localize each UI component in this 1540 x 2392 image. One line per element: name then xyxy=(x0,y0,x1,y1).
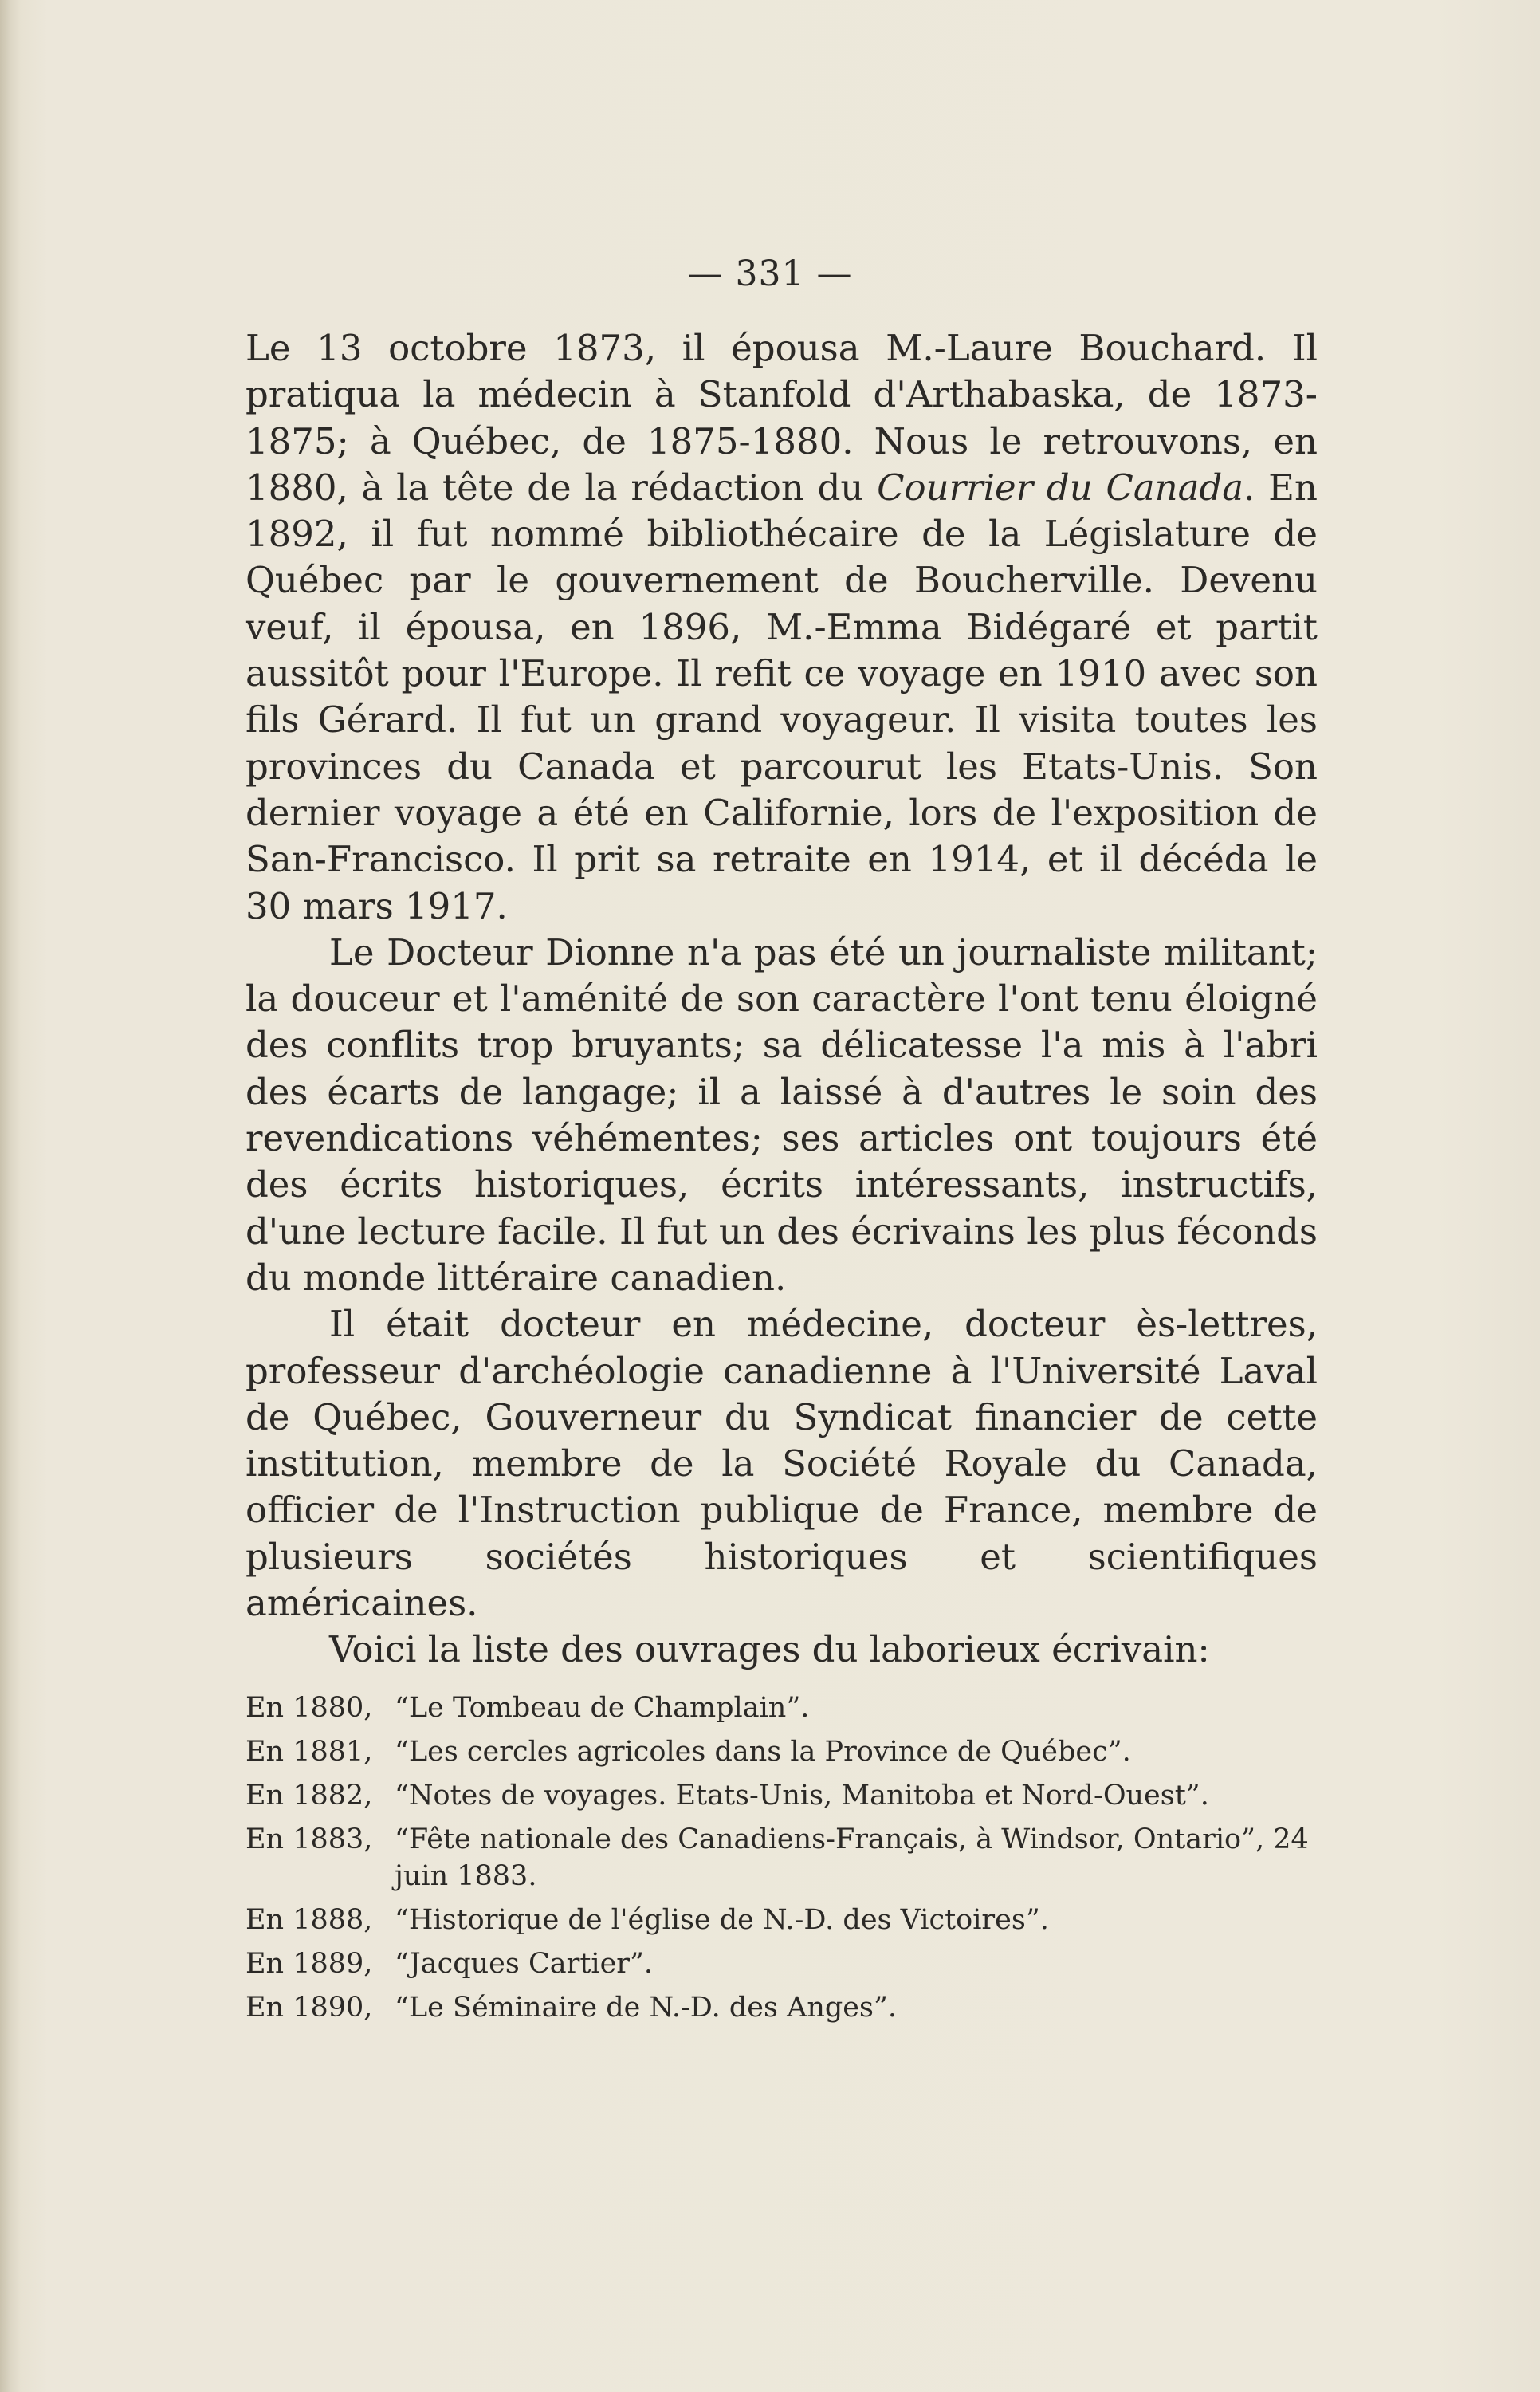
work-year: En 1890, xyxy=(246,1991,373,2024)
page-number: — 331 — xyxy=(687,254,853,294)
list-item xyxy=(246,1690,1318,1726)
work-year: En 1883, xyxy=(246,1823,373,1855)
list-item xyxy=(246,1821,1318,1894)
work-year: En 1880, xyxy=(246,1691,373,1724)
work-title: “Le Tombeau de Champlain”. xyxy=(395,1691,810,1724)
work-year: En 1881, xyxy=(246,1735,373,1768)
biography-text-start: Le 13 octobre 1873, il épousa M.-Laure Bouchard. Il pratiqua la médecin à Stanfold d'Arthabaska, de 1873-1875; à Québec, de 1875-1880. Nous le retrouvons, en 1880, à la tête de la rédaction du xyxy=(246,327,1318,509)
work-year: En 1882, xyxy=(246,1779,373,1812)
work-title: “Notes de voyages. Etats-Unis, Manitoba et Nord-Ouest”. xyxy=(395,1779,1209,1812)
list-item xyxy=(246,1989,1318,2026)
paragraph-list-intro: Voici la liste des ouvrages du laborieux écrivain: xyxy=(329,1628,1210,1671)
paragraph-biography xyxy=(246,325,1318,930)
work-title: “Fête nationale des Canadiens-Français, à Windsor, Ontario”, 24 juin 1883. xyxy=(395,1823,1309,1892)
work-year: En 1889, xyxy=(246,1947,373,1980)
works-list xyxy=(246,1690,1318,2026)
page-binding-edge xyxy=(0,0,21,2392)
biography-text-end: . En 1892, il fut nommé bibliothécaire de la Législature de Québec par le gouvernement de Boucherville. Devenu veuf, il épousa, en 1896, M.-Emma Bidégaré et partit aussitôt pour l'Europe. Il refit ce voyage en 1910 avec son fils Gérard. Il fut un grand voyageur. Il visita toutes les provinces du Canada et parcourut les Etats-Unis. Son dernier voyage a été en Californie, lors de l'exposition de San-Francisco. Il prit sa retraite en 1914, et il décéda le 30 mars 1917. xyxy=(246,466,1318,927)
work-title: “Historique de l'église de N.-D. des Victoires”. xyxy=(395,1903,1049,1936)
list-item xyxy=(246,1902,1318,1938)
paragraph-titles: Il était docteur en médecine, docteur ès-lettres, professeur d'archéologie canadienne à l'Université Laval de Québec, Gouverneur du Syndicat financier de cette institution, membre de la Société Royale du Canada, officier de l'Instruction publique de France, membre de plusieurs sociétés historiques et scientifiques américaines. xyxy=(246,1303,1318,1625)
work-year: En 1888, xyxy=(246,1903,373,1936)
body-text xyxy=(246,325,1318,2033)
newspaper-title: Courrier du Canada xyxy=(877,466,1244,509)
work-title: “Le Séminaire de N.-D. des Anges”. xyxy=(395,1991,897,2024)
work-title: “Les cercles agricoles dans la Province de Québec”. xyxy=(395,1735,1131,1768)
work-title: “Jacques Cartier”. xyxy=(395,1947,654,1980)
list-item xyxy=(246,1733,1318,1770)
list-item xyxy=(246,1945,1318,1982)
paragraph-character: Le Docteur Dionne n'a pas été un journaliste militant; la douceur et l'aménité de son caractère l'ont tenu éloigné des conflits trop bruyants; sa délicatesse l'a mis à l'abri des écarts de langage; il a laissé à d'autres le soin des revendications véhémentes; ses articles ont toujours été des écrits historiques, écrits intéressants, instructifs, d'une lecture facile. Il fut un des écrivains les plus féconds du monde littéraire canadien. xyxy=(246,930,1318,1299)
list-item xyxy=(246,1777,1318,1814)
